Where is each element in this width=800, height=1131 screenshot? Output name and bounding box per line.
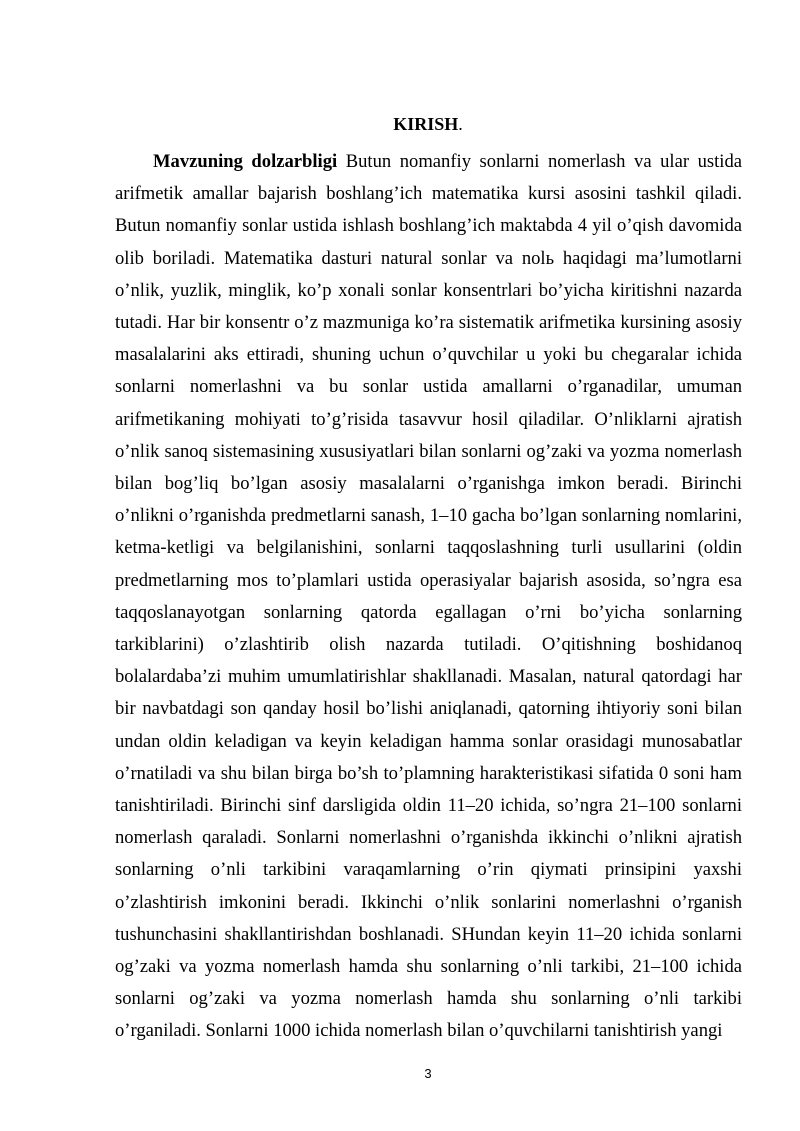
paragraph-text: Butun nomanfiy sonlarni nomerlash va ular ustida arifmetik amallar bajarish boshlang’ich matematika kursi asosini tashkil qiladi. Butun nomanfiy sonlar ustida ishlash boshlang’ich maktabda 4 yil o’qish davomida olib boriladi. Matematika dasturi natural sonlar va nolь haqidagi ma’lumotlarni o’nlik, yuzlik, minglik, ko’p xonali sonlar konsentrlari bo’yicha kiritishni nazarda tutadi. Har bir konsentr o’z mazmuniga ko’ra sistematik arifmetika kursining asosiy masalalarini aks ettiradi, shuning uchun o’quvchilar u yoki bu chegaralar ichida sonlarni nomerlashni va bu sonlar ustida amallarni o’rganadilar, umuman arifmetikaning mohiyati to’g’risida tasavvur hosil qiladilar. O’nliklarni ajratish o’nlik sanoq sistemasining xususiyatlari bilan sonlarni og’zaki va yozma nomerlash bilan bog’liq bo’lgan asosiy masalalarni o’rganishga imkon beradi. Birinchi o’nlikni o’rganishda predmetlarni sanash, 1–10 gacha bo’lgan sonlarning nomlarini, ketma-ketligi va belgilanishini, sonlarni taqqoslashning turli usullarini (oldin predmetlarning mos to’plamlari ustida operasiyalar bajarish asosida, so’ngra esa taqqoslanayotgan sonlarning qatorda egallagan o’rni bo’yicha sonlarning tarkiblarini) o’zlashtirib olish nazarda tutiladi. O’qitishning boshidanoq bolalardaba’zi muhim umumlatirishlar shakllanadi. Masalan, natural qatordagi har bir navbatdagi son qanday hosil bo’lishi aniqlanadi, qatorning ihtiyoriy soni bilan undan oldin keladigan va keyin keladigan hamma sonlar orasidagi munosabatlar o’rnatiladi va shu bilan birga bo’sh to’plamning harakteristikasi sifatida 0 soni ham tanishtiriladi. Birinchi sinf darsligida oldin 11–20 ichida, so’ngra 21–100 sonlarni nomerlash qaraladi. Sonlarni nomerlashni o’rganishda ikkinchi o’nlikni ajratish sonlarning o’nli tarkibini varaqamlarning o’rin qiymati prinsipini yaxshi o’zlashtirish imkonini beradi. Ikkinchi o’nlik sonlarini nomerlashni o’rganish tushunchasini shakllantirishdan boshlanadi. SHundan keyin 11–20 ichida sonlarni og’zaki va yozma nomerlash hamda shu sonlarning o’nli tarkibi, 21–100 ichida sonlarni og’zaki va yozma nomerlash hamda shu sonlarning o’nli tarkibi o’rganiladi. Sonlarni 1000 ichida nomerlash bilan o’quvchilarni tanishtirish yangi: [115, 151, 742, 1042]
lead-phrase: Mavzuning dolzarbligi: [153, 151, 338, 172]
heading-period: .: [458, 114, 463, 134]
section-heading: [0, 114, 800, 135]
heading-text: KIRISH: [393, 114, 459, 134]
page-number: 3: [424, 1066, 432, 1081]
body-paragraph: [115, 146, 742, 1048]
